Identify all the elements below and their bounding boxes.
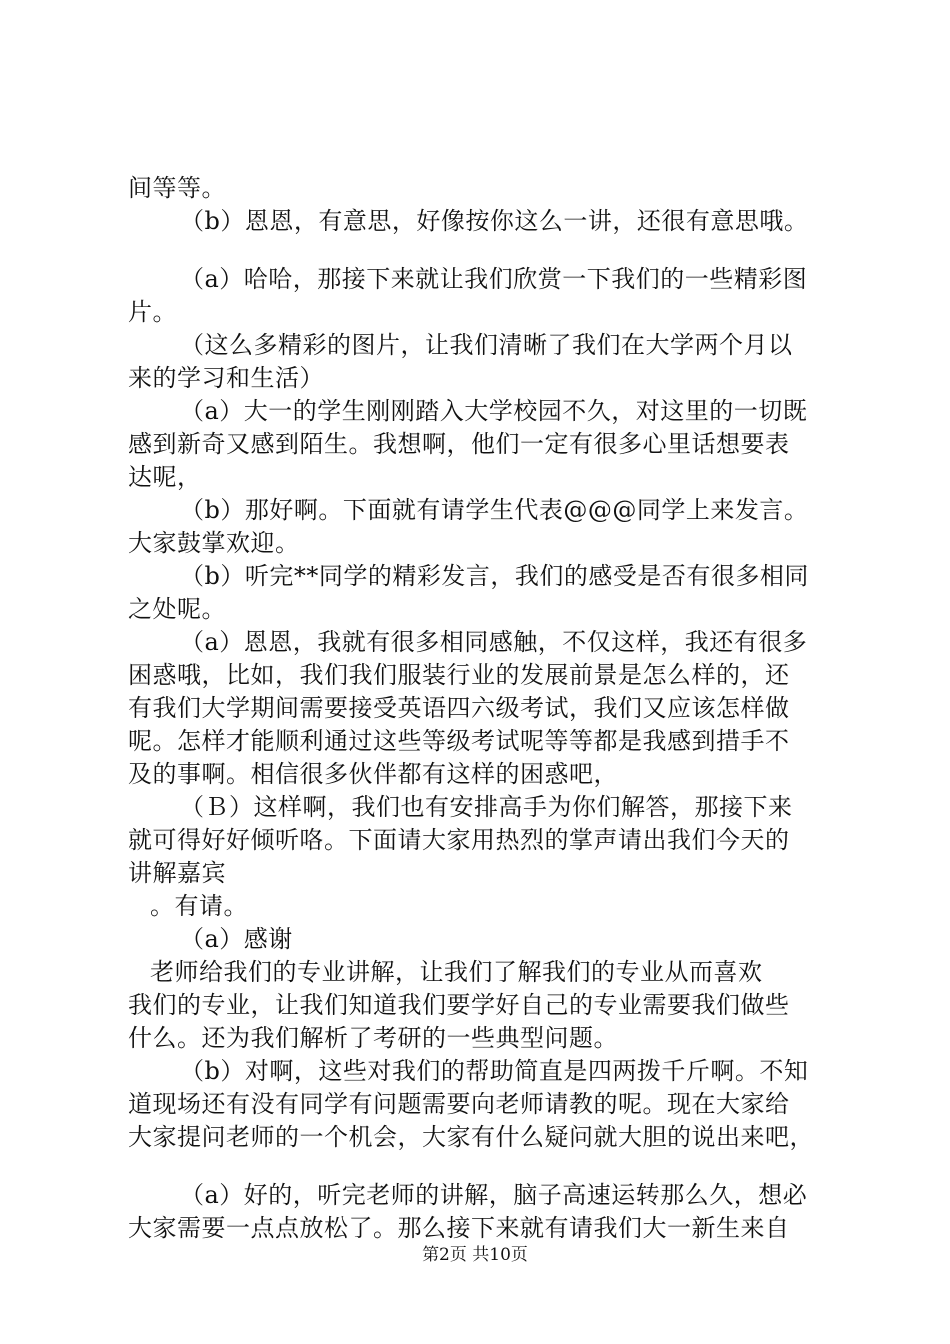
text-line: （a）大一的学生刚刚踏入大学校园不久，对这里的一切既: [180, 397, 808, 425]
text-line: 道现场还有没有同学有问题需要向老师请教的呢。现在大家给: [128, 1090, 790, 1118]
text-line: 就可得好好倾听咯。下面请大家用热烈的掌声请出我们今天的: [128, 826, 790, 854]
text-line: 老师给我们的专业讲解，让我们了解我们的专业从而喜欢: [150, 958, 763, 986]
text-line: （Ｂ）这样啊，我们也有安排高手为你们解答，那接下来: [180, 793, 793, 821]
text-line: 之处呢。: [128, 595, 226, 623]
text-line: （这么多精彩的图片，让我们清晰了我们在大学两个月以: [180, 331, 793, 359]
text-line: 及的事啊。相信很多伙伴都有这样的困惑吧，: [128, 760, 618, 788]
text-line: （a）感谢: [180, 925, 293, 953]
text-line: （a）哈哈，那接下来就让我们欣赏一下我们的一些精彩图: [180, 265, 808, 293]
document-body: [128, 172, 838, 1245]
text-line: 间等等。: [128, 174, 226, 202]
text-line: 我们的专业，让我们知道我们要学好自己的专业需要我们做些: [128, 991, 790, 1019]
text-line: 片。: [128, 298, 177, 326]
text-line: 大家需要一点点放松了。那么接下来就有请我们大一新生来自: [128, 1214, 790, 1242]
page-number-footer: 第2页 共10页: [422, 1245, 528, 1265]
paragraph-gap: [128, 238, 838, 263]
text-line: 。有请。: [150, 892, 248, 920]
text-line: 呢。怎样才能顺利通过这些等级考试呢等等都是我感到措手不: [128, 727, 790, 755]
text-line: 讲解嘉宾: [128, 859, 226, 887]
text-line: （b）对啊，这些对我们的帮助简直是四两拨千斤啊。不知: [180, 1057, 809, 1085]
text-line: （a）好的，听完老师的讲解，脑子高速运转那么久，想必: [180, 1181, 808, 1209]
text-line: 大家鼓掌欢迎。: [128, 529, 300, 557]
text-line: 什么。还为我们解析了考研的一些典型问题。: [128, 1024, 618, 1052]
text-line: （b）恩恩，有意思，好像按你这么一讲，还很有意思哦。: [180, 207, 809, 235]
text-line: 困惑哦，比如，我们我们服装行业的发展前景是怎么样的，还: [128, 661, 790, 689]
text-line: （b）听完**同学的精彩发言，我们的感受是否有很多相同: [180, 562, 809, 590]
text-line: （b）那好啊。下面就有请学生代表@@@同学上来发言。: [180, 496, 809, 524]
paragraph-gap: [128, 1154, 838, 1179]
text-line: 达呢，: [128, 463, 202, 491]
text-line: 大家提问老师的一个机会，大家有什么疑问就大胆的说出来吧，: [128, 1123, 814, 1151]
text-line: 来的学习和生活）: [128, 364, 324, 392]
text-line: （a）恩恩，我就有很多相同感触，不仅这样，我还有很多: [180, 628, 808, 656]
text-line: 有我们大学期间需要接受英语四六级考试，我们又应该怎样做: [128, 694, 790, 722]
text-line: 感到新奇又感到陌生。我想啊，他们一定有很多心里话想要表: [128, 430, 790, 458]
